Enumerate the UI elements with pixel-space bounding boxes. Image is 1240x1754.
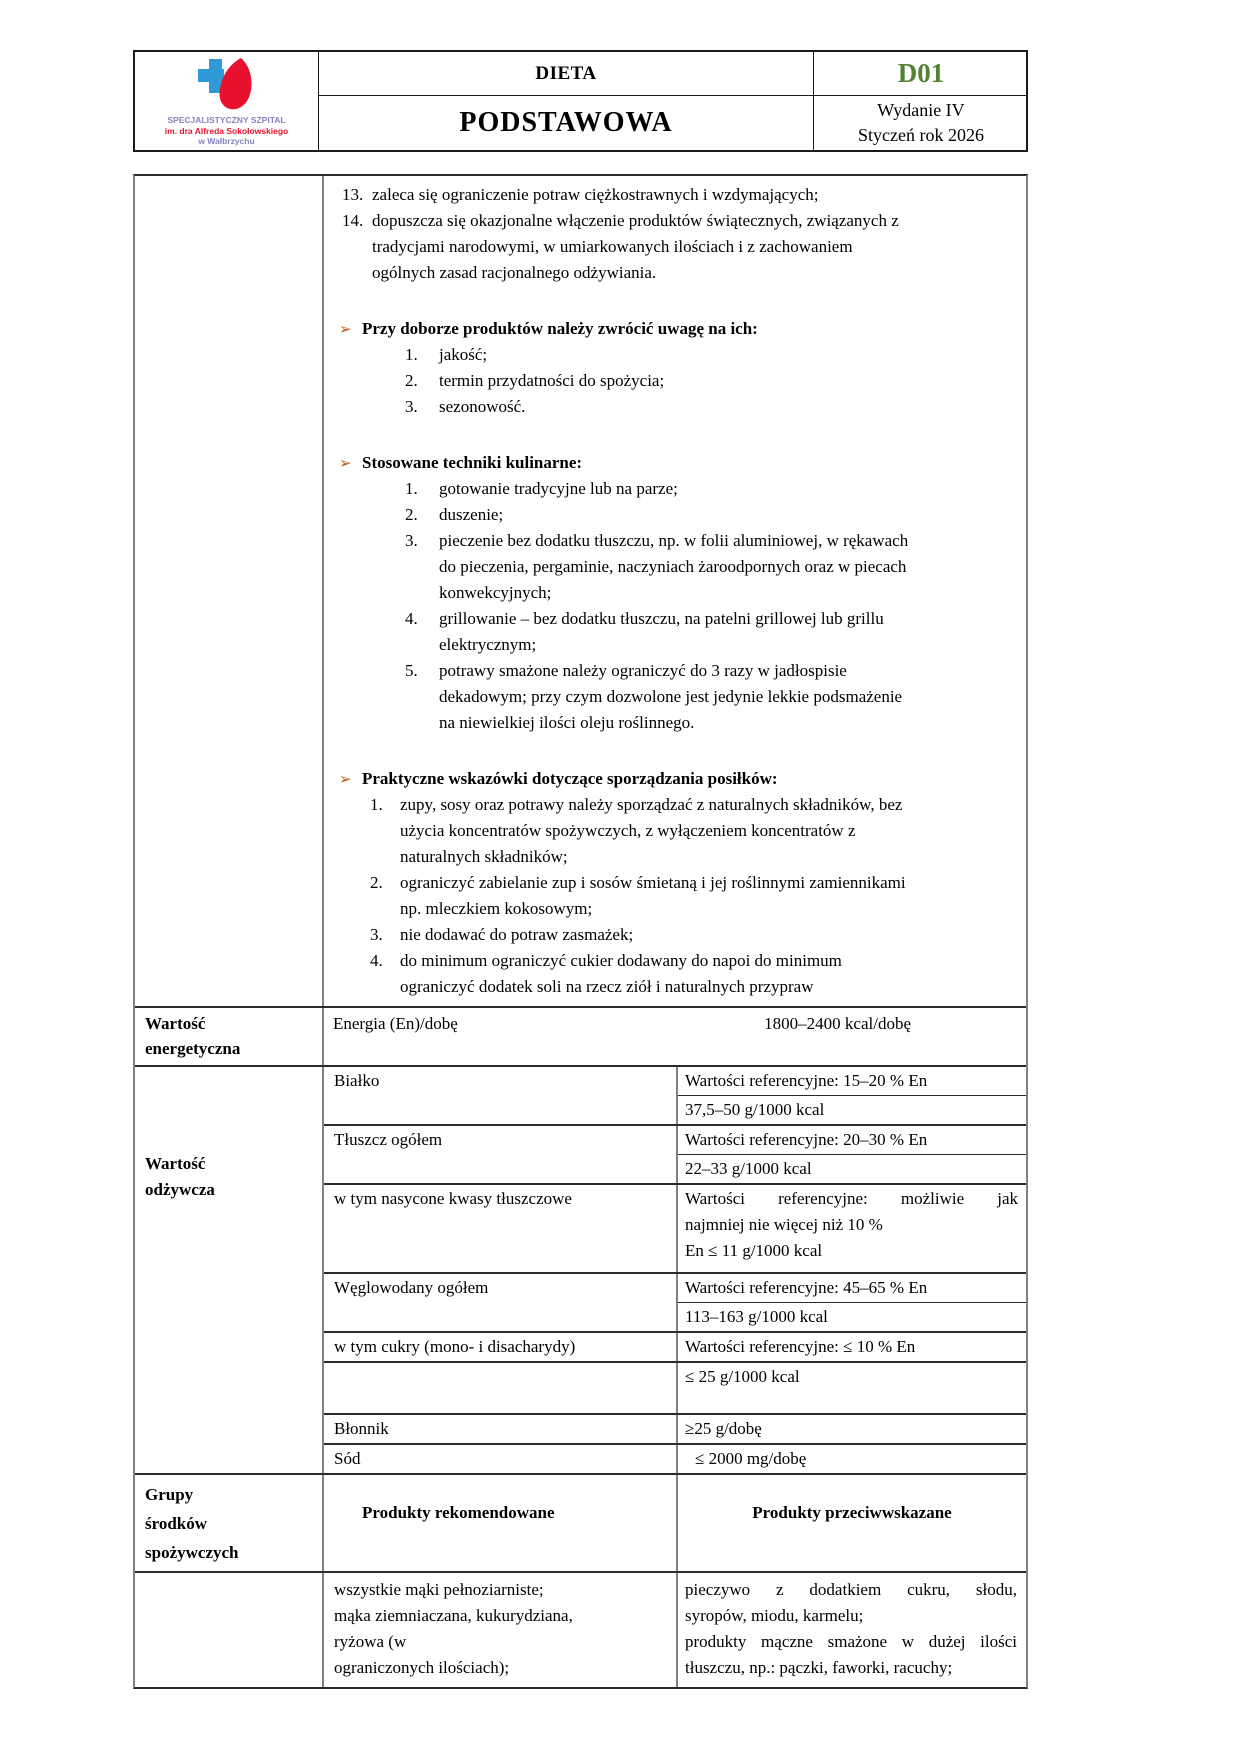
section-heading (339, 450, 1018, 476)
section-list (324, 476, 1018, 736)
edition-date: Styczeń rok 2026 (858, 125, 984, 145)
item-number: 2. (405, 371, 418, 390)
nutrition-band-sod (324, 1445, 1026, 1473)
item-number: 3. (370, 925, 383, 944)
list-item (405, 342, 1018, 368)
list-item (405, 528, 1018, 606)
list-item (405, 368, 1018, 394)
food-groups-label: Grupy środków spożywczych (135, 1475, 324, 1571)
item-number: 1. (405, 345, 418, 364)
list-item (370, 870, 1018, 922)
nutrient-name: Białko (324, 1067, 678, 1124)
energy-label: Wartość energetyczna (135, 1008, 324, 1065)
arrow-bullet-icon: ➢ (339, 320, 352, 338)
nutrient-value: Wartości referencyjne: 15–20 % En (678, 1067, 1026, 1096)
item-number: 4. (405, 609, 418, 628)
guidelines-content (324, 176, 1026, 1006)
item-text: potrawy smażone należy ograniczyć do 3 razy w jadłospisie dekadowym; przy czym dozwolone jest jedynie lekkie podsmażenie na niewielkiej ilości oleju roślinnego. (439, 661, 903, 732)
item-text: zaleca się ograniczenie potraw ciężkostrawnych i wzdymających; (372, 185, 819, 204)
item-number: 13. (342, 185, 364, 204)
document-content (133, 50, 1028, 1689)
list-item (405, 658, 1018, 736)
nutrient-value: ≤ 25 g/1000 kcal (685, 1367, 800, 1386)
nutrition-band-weglowodany (324, 1274, 1026, 1333)
section-heading-text: Praktyczne wskazówki dotyczące sporządzania posiłków: (362, 769, 778, 788)
nutrient-value: 22–33 g/1000 kcal (685, 1159, 812, 1178)
list-item (405, 606, 1018, 658)
section-list (324, 792, 1018, 1000)
item-number: 3. (405, 397, 418, 416)
nutrient-name: w tym nasycone kwasy tłuszczowe (324, 1185, 678, 1272)
nutrient-name: Węglowodany ogółem (324, 1274, 678, 1331)
item-number: 14. (342, 211, 364, 230)
list-item (342, 208, 1018, 286)
nutrition-label: Wartość odżywcza (135, 1067, 324, 1473)
item-number: 2. (370, 873, 383, 892)
section-heading (339, 766, 1018, 792)
item-text: sezonowość. (439, 397, 526, 416)
nutrition-band-tluszcz (324, 1126, 1026, 1185)
recommended-products: wszystkie mąki pełnoziarniste; mąka ziemniaczana, kukurydziana, ryżowa (w ograniczonych ilościach); (324, 1573, 678, 1687)
list-item (405, 476, 1018, 502)
item-number: 5. (405, 661, 418, 680)
item-text: ograniczyć zabielanie zup i sosów śmietaną i jej roślinnymi zamiennikami np. mleczkiem kokosowym; (400, 873, 906, 918)
item-text: termin przydatności do spożycia; (439, 371, 665, 390)
hospital-logo-icon (179, 57, 275, 115)
document-code: D01 (813, 52, 1028, 96)
item-text: pieczenie bez dodatku tłuszczu, np. w folii aluminiowej, w rękawach do pieczenia, pergaminie, naczyniach żaroodpornych oraz w piecach konwekcyjnych; (439, 531, 909, 602)
food-products-row (135, 1573, 1026, 1687)
nutrient-name: Błonnik (324, 1415, 678, 1443)
item-number: 3. (405, 531, 418, 550)
dieta-name: PODSTAWOWA (459, 107, 673, 138)
nutrition-row (135, 1067, 1026, 1475)
nutrient-name: w tym cukry (mono- i disacharydy) (324, 1333, 678, 1361)
section-heading-text: Stosowane techniki kulinarne: (362, 453, 583, 472)
contraindicated-products: pieczywo z dodatkiem cukru, słodu, syropów, miodu, karmelu; produkty mączne smażone w dużej ilości tłuszczu, np.: pączki, faworki, racuchy; (685, 1580, 1017, 1677)
section-heading-text: Przy doborze produktów należy zwrócić uwagę na ich: (362, 319, 758, 338)
header-table (133, 50, 1028, 152)
arrow-bullet-icon: ➢ (339, 454, 352, 472)
arrow-bullet-icon: ➢ (339, 770, 352, 788)
nutrient-value: 113–163 g/1000 kcal (685, 1307, 828, 1326)
list-item (405, 502, 1018, 528)
recommended-header: Produkty rekomendowane (324, 1475, 678, 1571)
section-heading (339, 316, 1018, 342)
hospital-logo (135, 52, 319, 150)
nutrition-band-cukry-limit (324, 1363, 1026, 1415)
guidelines-row (135, 176, 1026, 1008)
nutrition-band-cukry (324, 1333, 1026, 1363)
nutrient-value: Wartości referencyjne: możliwie jak najmniej nie więcej niż 10 % En ≤ 11 g/1000 kcal (685, 1189, 1018, 1260)
energy-name: Energia (En)/dobę (333, 1014, 458, 1033)
energy-row (135, 1008, 1026, 1067)
item-text: grillowanie – bez dodatku tłuszczu, na patelni grillowej lub grillu elektrycznym; (439, 609, 884, 654)
nutrient-value: Wartości referencyjne: 45–65 % En (678, 1274, 1026, 1303)
edition-number: Wydanie IV (877, 100, 965, 120)
item-number: 2. (405, 505, 418, 524)
nutrition-band-nasycone (324, 1185, 1026, 1274)
nutrient-value: 37,5–50 g/1000 kcal (685, 1100, 825, 1119)
dieta-label: DIETA (319, 52, 813, 96)
hospital-name: SPECJALISTYCZNY SZPITAL im. dra Alfreda Sokołowskiego w Wałbrzychu (164, 115, 289, 147)
item-text: gotowanie tradycyjne lub na parze; (439, 479, 678, 498)
nutrient-value: Wartości referencyjne: 20–30 % En (678, 1126, 1026, 1155)
nutrient-name (324, 1363, 678, 1413)
nutrient-value: ≥25 g/dobę (685, 1419, 762, 1438)
energy-value: 1800–2400 kcal/dobę (764, 1014, 911, 1033)
nutrition-band-blonnik (324, 1415, 1026, 1445)
list-item (405, 394, 1018, 420)
nutrition-bands (324, 1067, 1026, 1473)
item-number: 1. (370, 795, 383, 814)
edition-info (813, 96, 1028, 150)
nutrition-band-bialko (324, 1067, 1026, 1126)
item-text: nie dodawać do potraw zasmażek; (400, 925, 634, 944)
item-number: 1. (405, 479, 418, 498)
item-text: zupy, sosy oraz potrawy należy sporządzać z naturalnych składników, bez użycia koncentratów spożywczych, z wyłączeniem koncentratów z naturalnych składników; (400, 795, 903, 866)
section-list (324, 342, 1018, 420)
item-text: dopuszcza się okazjonalne włączenie produktów świątecznych, związanych z tradycjami narodowymi, w umiarkowanych ilościach i z zachowaniem ogólnych zasad racjonalnego odżywiania. (372, 211, 899, 282)
list-item (342, 182, 1018, 208)
item-number: 4. (370, 951, 383, 970)
food-groups-header-row (135, 1475, 1026, 1573)
main-table (133, 174, 1028, 1689)
item-text: jakość; (439, 345, 488, 364)
nutrient-name: Sód (324, 1445, 678, 1473)
item-text: duszenie; (439, 505, 504, 524)
food-row-label-cell (135, 1573, 324, 1687)
list-item (370, 792, 1018, 870)
nutrient-name: Tłuszcz ogółem (324, 1126, 678, 1183)
list-item (370, 948, 1018, 1000)
contraindicated-header: Produkty przeciwwskazane (752, 1503, 952, 1522)
energy-cell (324, 1008, 1026, 1065)
nutrient-value: Wartości referencyjne: ≤ 10 % En (685, 1337, 916, 1356)
list-item (370, 922, 1018, 948)
nutrient-value: ≤ 2000 mg/dobę (695, 1449, 807, 1468)
item-text: do minimum ograniczyć cukier dodawany do napoi do minimum ograniczyć dodatek soli na rzecz ziół i naturalnych przypraw (400, 951, 842, 996)
guidelines-label-cell (135, 176, 324, 1006)
